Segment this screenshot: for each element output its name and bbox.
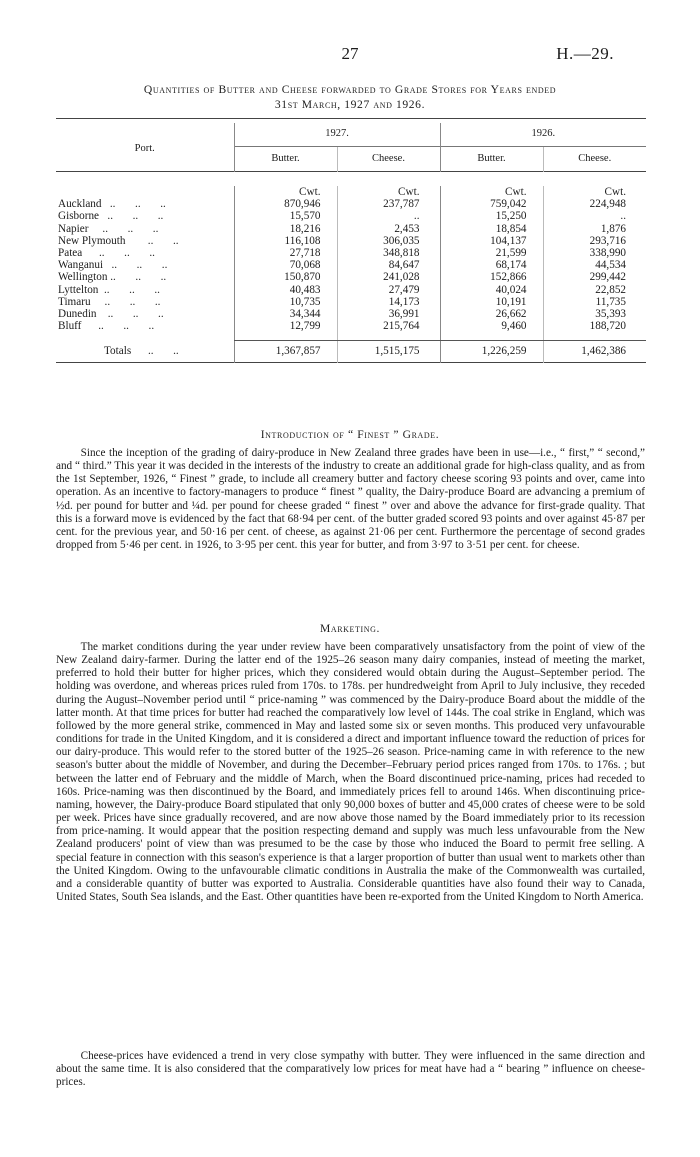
- butter-1926-value: 68,174: [440, 259, 543, 271]
- butter-1926-value: 21,599: [440, 247, 543, 259]
- document-reference: H.—29.: [556, 44, 614, 63]
- port-name: Auckland .. .. ..: [58, 198, 166, 211]
- port-name: Wellington .. .. ..: [58, 271, 167, 284]
- cheese-1926-header: Cheese.: [543, 147, 646, 172]
- unit-label: Cwt.: [543, 186, 646, 198]
- table-row: [56, 320, 646, 332]
- paragraph-finest-grade: Since the inception of the grading of dairy-produce in New Zealand three grades have been in use—i.e., “ first,” “ second,” and “ third.” This year it was decided in the interests of the industry to create an additional grade for high-class quality, and as from the 1st September, 1926, “ Finest ” grade, to include all creamery butter and factory cheese scoring 93 points and over, came into operation. As an incentive to factory-managers to produce “ finest ” quality, the Dairy-produce Board are advancing a premium of ½d. per pound for butter and ¼d. per pound for cheese graded “ finest ” over and above the advance for first-grade quality. That this is a forward move is evidenced by the fact that 68·94 per cent. of the butter graded scored 93 points and over against 45·87 per cent. for the previous year, and 50·16 per cent. of cheese, as against 21·06 per cent. Furthermore the percentage of second grades dropped from 5·46 per cent. in 1926, to 3·95 per cent. this year for butter, and from 3·97 to 3·51 per cent. for cheese.: [56, 447, 645, 552]
- table-row: [56, 247, 646, 259]
- butter-1927-total: 1,367,857: [234, 341, 337, 362]
- butter-1926-value: 40,024: [440, 284, 543, 296]
- cheese-1926-value: ..: [543, 210, 646, 222]
- table-row: [56, 296, 646, 308]
- cheese-1926-value: 188,720: [543, 320, 646, 332]
- butter-1926-header: Butter.: [440, 147, 543, 172]
- butter-1927-value: 40,483: [234, 284, 337, 296]
- unit-label: Cwt.: [337, 186, 440, 198]
- port-name: Napier .. .. ..: [58, 222, 159, 235]
- page-number: 27: [341, 44, 359, 63]
- port-name: Timaru .. .. ..: [58, 295, 161, 308]
- butter-1927-value: 34,344: [234, 308, 337, 320]
- cheese-1927-value: 84,647: [337, 259, 440, 271]
- butter-1926-value: 104,137: [440, 235, 543, 247]
- cheese-1927-value: 215,764: [337, 320, 440, 332]
- cheese-1926-value: 338,990: [543, 247, 646, 259]
- butter-1927-value: 70,068: [234, 259, 337, 271]
- port-name: Dunedin .. .. ..: [58, 308, 164, 321]
- port-name: New Plymouth .. ..: [58, 234, 179, 247]
- year-1926-header: 1926.: [440, 123, 646, 147]
- table-title: [40, 82, 660, 112]
- port-column-header: Port.: [134, 143, 155, 155]
- cheese-1927-value: 36,991: [337, 308, 440, 320]
- cheese-1926-value: 299,442: [543, 271, 646, 283]
- cheese-1927-total: 1,515,175: [337, 341, 440, 362]
- table-title-line-1: Quantities of Butter and Cheese forwarded to Grade Stores for Years ended: [143, 83, 557, 96]
- port-name: Wanganui .. .. ..: [58, 259, 168, 272]
- cheese-1926-value: 1,876: [543, 223, 646, 235]
- butter-1927-header: Butter.: [234, 147, 337, 172]
- cheese-1926-total: 1,462,386: [543, 341, 646, 362]
- butter-1926-value: 10,191: [440, 296, 543, 308]
- port-name: Gisborne .. .. ..: [58, 210, 164, 223]
- butter-1927-value: 150,870: [234, 271, 337, 283]
- cheese-1926-value: 293,716: [543, 235, 646, 247]
- port-name: Patea .. .. ..: [58, 247, 155, 260]
- cheese-1927-value: 306,035: [337, 235, 440, 247]
- cheese-1927-value: 27,479: [337, 284, 440, 296]
- butter-1926-value: 152,866: [440, 271, 543, 283]
- unit-label: Cwt.: [234, 186, 337, 198]
- butter-1926-value: 18,854: [440, 223, 543, 235]
- cheese-1927-value: 14,173: [337, 296, 440, 308]
- butter-1926-value: 9,460: [440, 320, 543, 332]
- butter-1927-value: 12,799: [234, 320, 337, 332]
- totals-row: [56, 341, 646, 362]
- cheese-1927-value: 348,818: [337, 247, 440, 259]
- butter-1926-value: 26,662: [440, 308, 543, 320]
- butter-1927-value: 27,718: [234, 247, 337, 259]
- totals-label: Totals .. ..: [104, 345, 179, 358]
- year-1927-header: 1927.: [234, 123, 440, 147]
- unit-label: Cwt.: [440, 186, 543, 198]
- cheese-1927-header: Cheese.: [337, 147, 440, 172]
- section-heading-marketing: Marketing.: [319, 622, 381, 635]
- table-row: [56, 308, 646, 320]
- table-title-line-2: 31st March, 1927 and 1926.: [274, 98, 426, 111]
- butter-1926-value: 759,042: [440, 198, 543, 210]
- butter-1926-value: 15,250: [440, 210, 543, 222]
- table-row: [56, 259, 646, 271]
- grade-stores-table: [56, 118, 646, 363]
- cheese-1926-value: 11,735: [543, 296, 646, 308]
- table-row: [56, 284, 646, 296]
- cheese-1926-value: 35,393: [543, 308, 646, 320]
- cheese-1926-value: 224,948: [543, 198, 646, 210]
- cheese-1927-value: 237,787: [337, 198, 440, 210]
- table-row: [56, 235, 646, 247]
- cheese-1927-value: ..: [337, 210, 440, 222]
- butter-1927-value: 116,108: [234, 235, 337, 247]
- unit-row: [56, 186, 646, 198]
- butter-1926-total: 1,226,259: [440, 341, 543, 362]
- port-name: Bluff .. .. ..: [58, 320, 155, 333]
- port-name: Lyttelton .. .. ..: [58, 283, 160, 296]
- cheese-1926-value: 22,852: [543, 284, 646, 296]
- cheese-1927-value: 241,028: [337, 271, 440, 283]
- table-row: [56, 223, 646, 235]
- section-heading-finest-grade: Introduction of “ Finest ” Grade.: [260, 428, 440, 441]
- table-row: [56, 198, 646, 210]
- butter-1927-value: 15,570: [234, 210, 337, 222]
- cheese-1927-value: 2,453: [337, 223, 440, 235]
- cheese-1926-value: 44,534: [543, 259, 646, 271]
- table-row: [56, 210, 646, 222]
- paragraph-marketing: The market conditions during the year under review have been comparatively unsatisfactory from the point of view of the New Zealand dairy-farmer. During the latter end of the 1925–26 season many dairy companies, instead of meeting the market, preferred to hold their butter for higher prices, which they considered would obtain during the August–September period. The holding was overdone, and whereas prices ruled from 170s. to 178s. per hundredweight from April to July inclusive, they receded during the August–November period until “ price-naming ” was commenced by the Dairy-produce Board about the middle of the latter month. At that time prices for butter had reached the comparatively low level of 144s. The coal strike in England, which was followed by the more general strike, commenced in May and lasted some six or seven months. This produced very unfavourable conditions for trade in the United Kingdom, and it is considered a direct and important influence toward the reduction of prices for our dairy-produce. This would refer to the stored butter of the 1925–26 season. Price-naming came in with reference to the new season's butter about the middle of November, and during the December–February period prices ranged from 170s. to 176s. ; but between the latter end of February and the middle of March, when the Board discontinued price-naming, prices had receded to 160s. Price-naming was then discontinued by the Board, and immediately prices fell to around 146s. When discontinuing price-naming, however, the Dairy-produce Board stipulated that only 90,000 boxes of butter and 45,000 crates of cheese were to be sold per week. Prices have since gradually recovered, and are now above those named by the Board immediately prior to its recession from price-naming. It would appear that the position respecting demand and supply was much less unfavourable from the New Zealand producers' point of view than was presumed to be the case by those who induced the Board to permit free selling. A special feature in connection with this season's experience is that a larger proportion of butter than usual went to markets other than the United Kingdom. Owing to the unfavourable climatic conditions in Australia the make of the Commonwealth was curtailed, and a considerable quantity of butter was exported to Australia. Considerable quantities have also found their way to Canada, United States, South Sea islands, and the East. Other quantities have been re-exported from the United Kingdom to North America.: [56, 641, 645, 903]
- paragraph-cheese-prices: Cheese-prices have evidenced a trend in very close sympathy with butter. They were influenced in the same direction and about the same time. It is also considered that the comparatively low prices for meat have had a “ bearing ” influence on cheese-prices.: [56, 1050, 645, 1089]
- butter-1927-value: 870,946: [234, 198, 337, 210]
- table-row: [56, 271, 646, 283]
- butter-1927-value: 10,735: [234, 296, 337, 308]
- page-header: [0, 44, 700, 68]
- butter-1927-value: 18,216: [234, 223, 337, 235]
